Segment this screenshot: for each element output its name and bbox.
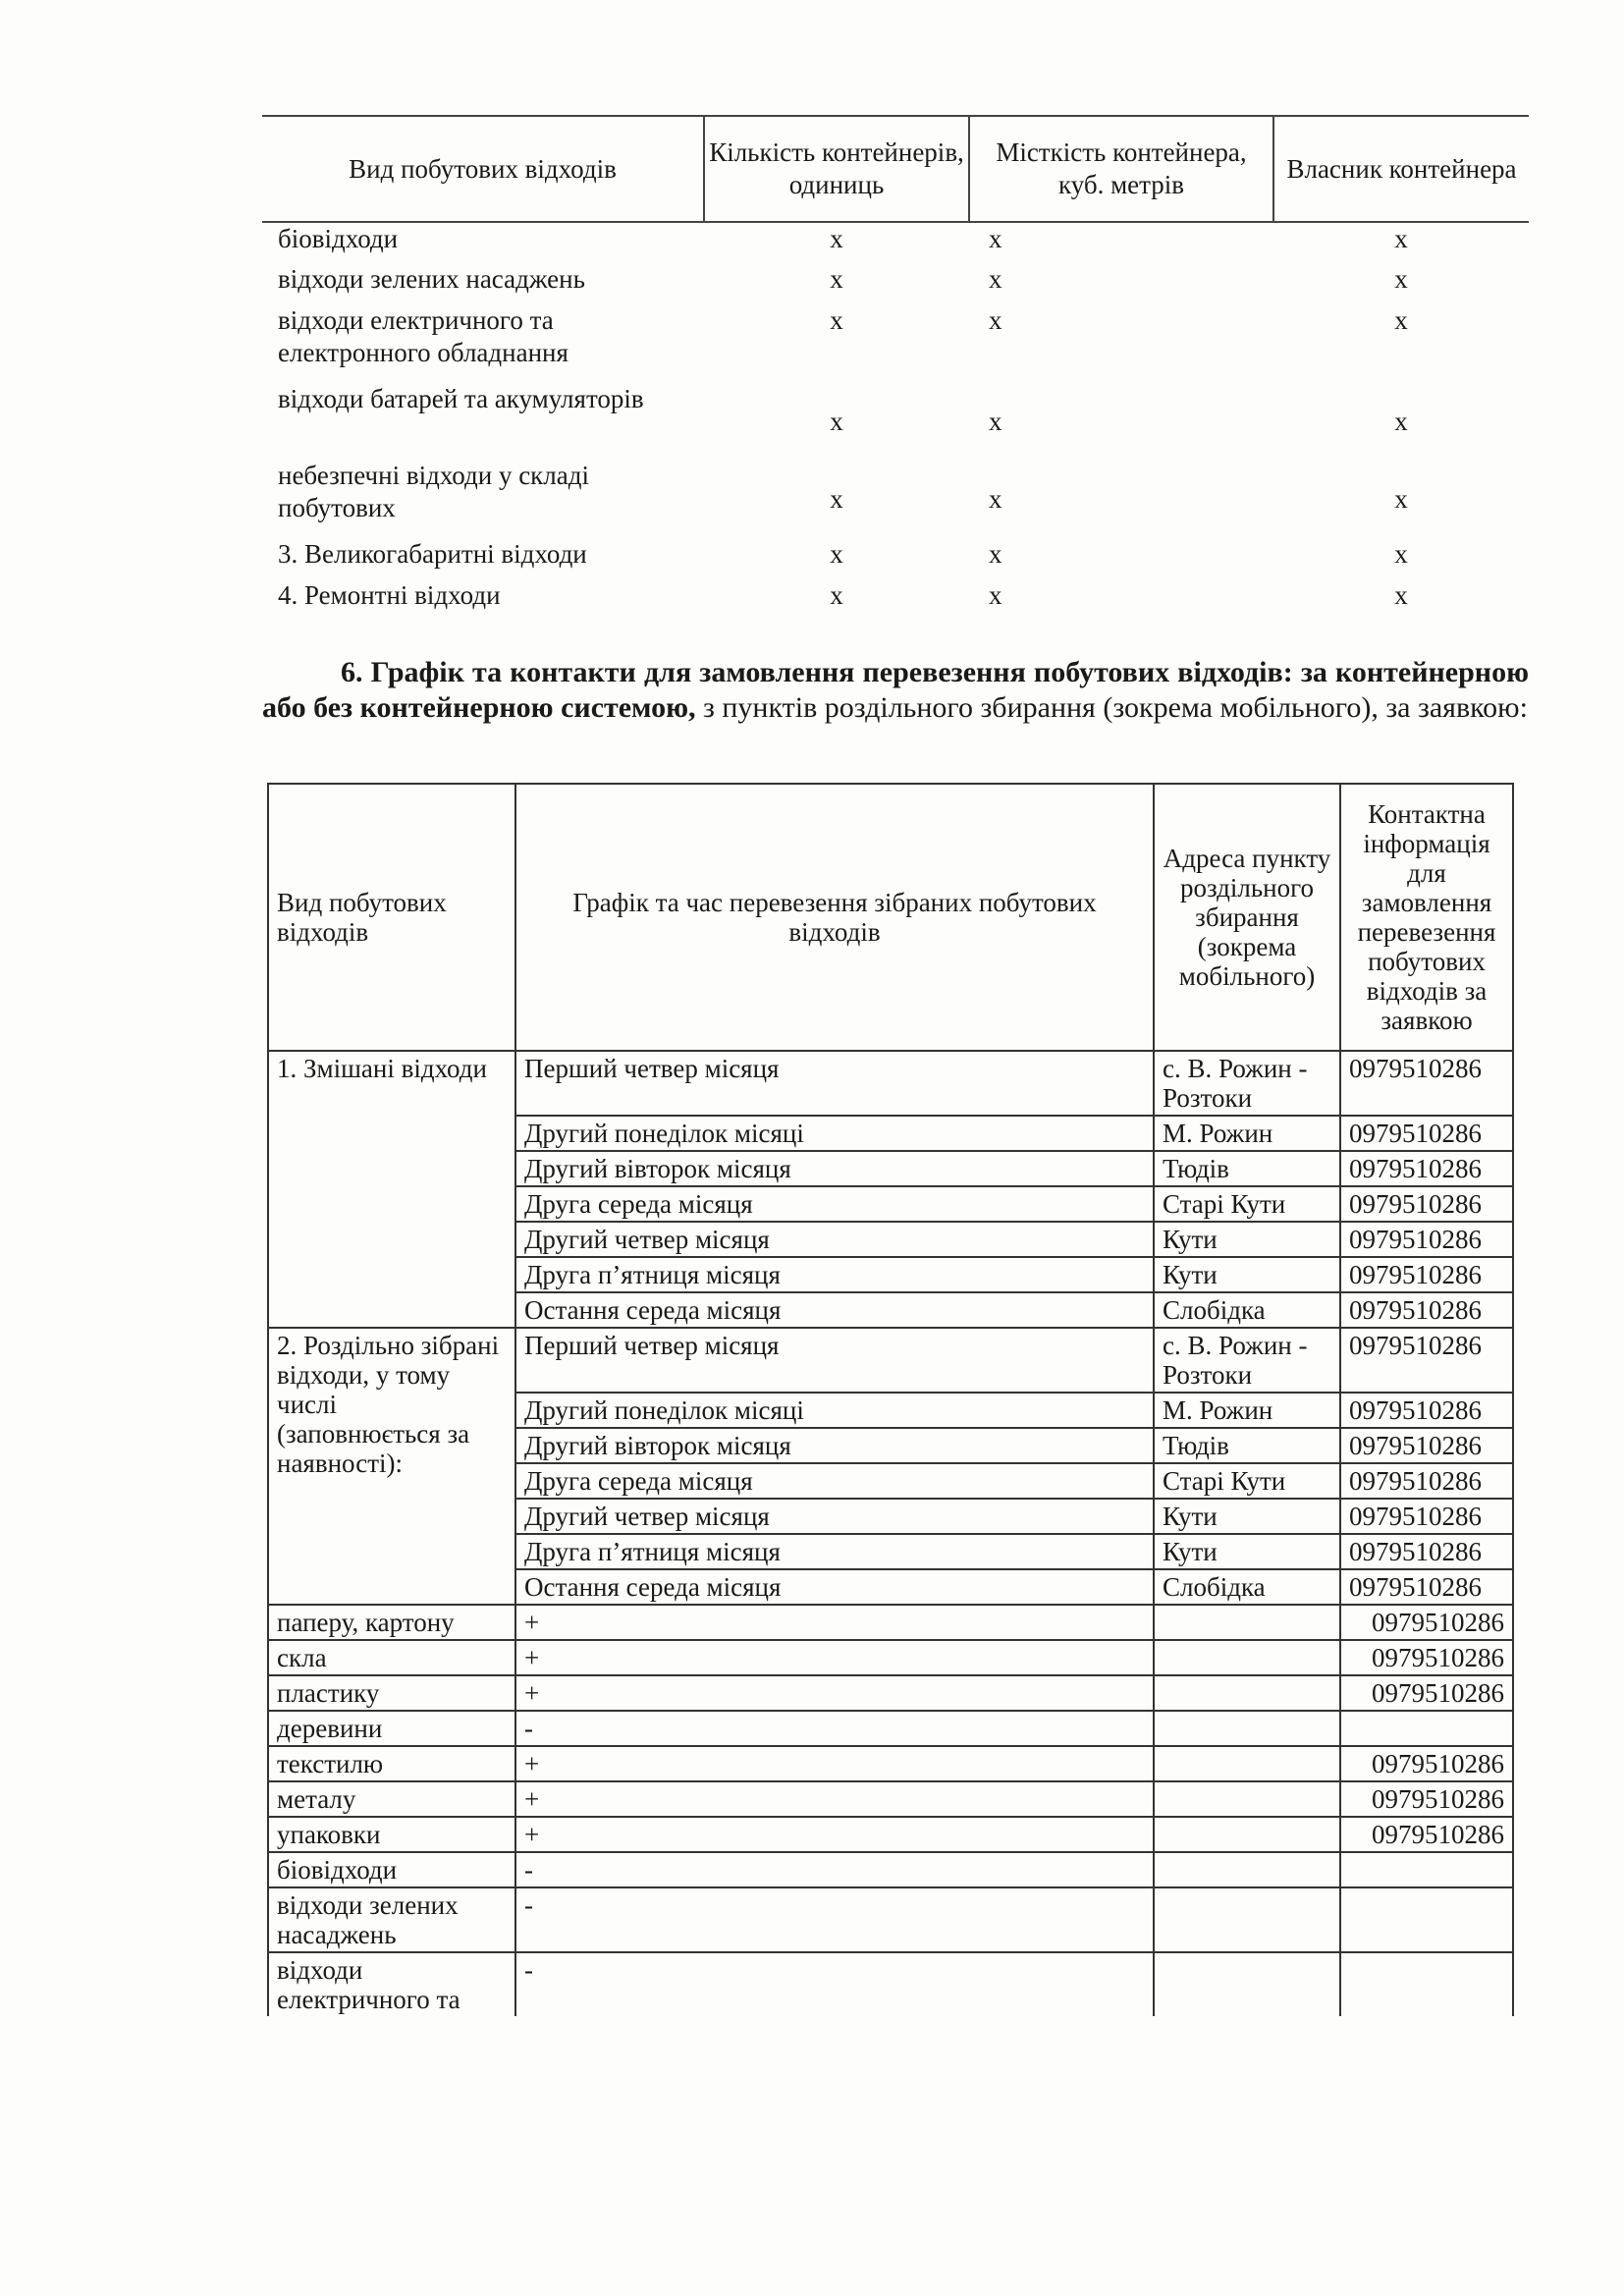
waste-type-cell: 4. Ремонтні відходи <box>278 580 501 610</box>
schedule-cell: Другий четвер місяця <box>515 1499 1154 1534</box>
waste-item-cell: паперу, картону <box>268 1605 515 1640</box>
availability-cell: + <box>515 1746 1154 1781</box>
section-6-heading <box>262 655 1529 726</box>
capacity-cell: х <box>989 580 1002 610</box>
section-6-text: з пунктів роздільного збирання (зокрема мобільного), за заявкою: <box>695 691 1528 724</box>
container-table <box>262 115 1529 621</box>
table-row <box>268 1887 1513 1952</box>
address-cell: Старі Кути <box>1154 1186 1340 1222</box>
address-cell: Кути <box>1154 1499 1340 1534</box>
phone-cell: 0979510286 <box>1340 1746 1513 1781</box>
address-cell <box>1154 1817 1340 1852</box>
capacity-cell: х <box>989 483 1002 514</box>
table-row <box>268 1051 1513 1116</box>
schedule-cell: Перший четвер місяця <box>515 1051 1154 1116</box>
capacity-cell: х <box>989 406 1002 436</box>
phone-cell: 0979510286 <box>1340 1605 1513 1640</box>
availability-cell: + <box>515 1605 1154 1640</box>
owner-cell: х <box>1394 539 1408 569</box>
waste-item-cell: упаковки <box>268 1817 515 1852</box>
address-cell <box>1154 1887 1340 1952</box>
address-cell <box>1154 1781 1340 1817</box>
address-cell <box>1154 1640 1340 1675</box>
address-cell: Слобідка <box>1154 1292 1340 1328</box>
waste-item-cell: деревини <box>268 1711 515 1746</box>
waste-item-cell: текстилю <box>268 1746 515 1781</box>
address-cell <box>1154 1952 1340 2016</box>
header-contact: Контактна інформація для замовлення перевезення побутових відходів за заявкою <box>1340 784 1513 1051</box>
section-6-bold-text: 6. Графік та контакти для замовлення перевезення побутових відходів: за контейнерною або без контейнерною системою, <box>262 656 1529 724</box>
schedule-cell: Остання середа місяця <box>515 1292 1154 1328</box>
waste-type-cell: 3. Великогабаритні відходи <box>278 539 587 569</box>
schedule-cell: Другий понеділок місяці <box>515 1116 1154 1151</box>
address-cell <box>1154 1746 1340 1781</box>
address-cell <box>1154 1605 1340 1640</box>
phone-cell <box>1340 1852 1513 1887</box>
table-row <box>262 579 1529 621</box>
address-cell: М. Рожин <box>1154 1393 1340 1428</box>
header-waste-type: Вид побутових відходів <box>268 784 515 1051</box>
phone-cell: 0979510286 <box>1340 1675 1513 1711</box>
phone-cell: 0979510286 <box>1340 1393 1513 1428</box>
waste-item-cell: біовідходи <box>268 1852 515 1887</box>
availability-cell: - <box>515 1887 1154 1952</box>
table-row <box>268 1675 1513 1711</box>
table-row <box>262 538 1529 579</box>
schedule-cell: Друга середа місяця <box>515 1463 1154 1499</box>
phone-cell: 0979510286 <box>1340 1292 1513 1328</box>
address-cell: Тюдів <box>1154 1151 1340 1186</box>
phone-cell <box>1340 1887 1513 1952</box>
count-cell: х <box>830 580 843 610</box>
availability-cell: - <box>515 1852 1154 1887</box>
phone-cell: 0979510286 <box>1340 1116 1513 1151</box>
table-row <box>262 263 1529 304</box>
address-cell <box>1154 1711 1340 1746</box>
availability-cell: - <box>515 1711 1154 1746</box>
capacity-cell: х <box>989 305 1002 335</box>
schedule-cell: Другий четвер місяця <box>515 1222 1154 1257</box>
phone-cell: 0979510286 <box>1340 1463 1513 1499</box>
address-cell: Кути <box>1154 1222 1340 1257</box>
capacity-cell: х <box>989 224 1002 253</box>
schedule-cell: Друга п’ятниця місяця <box>515 1257 1154 1292</box>
count-cell: х <box>830 264 843 294</box>
waste-item-cell: металу <box>268 1781 515 1817</box>
schedule-cell: Другий понеділок місяці <box>515 1393 1154 1428</box>
owner-cell: х <box>1394 264 1408 294</box>
address-cell <box>1154 1852 1340 1887</box>
header-address: Адреса пункту роздільного збирання (зокрема мобільного) <box>1154 784 1340 1051</box>
address-cell: Тюдів <box>1154 1428 1340 1463</box>
phone-cell: 0979510286 <box>1340 1428 1513 1463</box>
waste-type-cell: відходи зелених насаджень <box>278 264 585 294</box>
table-row <box>268 1781 1513 1817</box>
waste-type-cell: біовідходи <box>278 224 399 253</box>
schedule-cell: Другий вівторок місяця <box>515 1151 1154 1186</box>
phone-cell <box>1340 1711 1513 1746</box>
header-container-count: Кількість контейнерів, одиниць <box>704 116 969 222</box>
owner-cell: х <box>1394 305 1408 335</box>
waste-type-cell: відходи батарей та акумуляторів <box>278 384 644 413</box>
phone-cell: 0979510286 <box>1340 1640 1513 1675</box>
address-cell: Кути <box>1154 1257 1340 1292</box>
owner-cell: х <box>1394 483 1408 514</box>
schedule-cell: Другий вівторок місяця <box>515 1428 1154 1463</box>
schedule-cell: Друга п’ятниця місяця <box>515 1534 1154 1569</box>
schedule-cell: Друга середа місяця <box>515 1186 1154 1222</box>
table-row <box>262 222 1529 263</box>
phone-cell: 0979510286 <box>1340 1186 1513 1222</box>
table-row <box>268 1640 1513 1675</box>
address-cell <box>1154 1675 1340 1711</box>
schedule-cell: Остання середа місяця <box>515 1569 1154 1605</box>
group-label-mixed: 1. Змішані відходи <box>268 1051 515 1328</box>
phone-cell: 0979510286 <box>1340 1499 1513 1534</box>
phone-cell: 0979510286 <box>1340 1051 1513 1116</box>
address-cell: с. В. Рожин - Розтоки <box>1154 1328 1340 1393</box>
address-cell: Кути <box>1154 1534 1340 1569</box>
table-row <box>268 1817 1513 1852</box>
phone-cell: 0979510286 <box>1340 1817 1513 1852</box>
header-container-owner: Власник контейнера <box>1273 116 1529 222</box>
count-cell: х <box>830 305 843 335</box>
waste-item-cell: відходи електричного та <box>268 1952 515 2016</box>
waste-item-cell: пластику <box>268 1675 515 1711</box>
phone-cell: 0979510286 <box>1340 1534 1513 1569</box>
phone-cell <box>1340 1952 1513 2016</box>
count-cell: х <box>830 224 843 253</box>
availability-cell: - <box>515 1952 1154 2016</box>
container-table-header <box>262 116 1529 222</box>
availability-cell: + <box>515 1640 1154 1675</box>
schedule-table <box>267 783 1514 2016</box>
waste-item-cell: скла <box>268 1640 515 1675</box>
address-cell: Слобідка <box>1154 1569 1340 1605</box>
capacity-cell: х <box>989 264 1002 294</box>
owner-cell: х <box>1394 580 1408 610</box>
phone-cell: 0979510286 <box>1340 1328 1513 1393</box>
table-row <box>262 383 1529 460</box>
table-row <box>262 304 1529 383</box>
header-container-capacity: Місткість контейнера, куб. метрів <box>969 116 1273 222</box>
capacity-cell: х <box>989 539 1002 569</box>
address-cell: Старі Кути <box>1154 1463 1340 1499</box>
table-row <box>262 460 1529 538</box>
schedule-table-header <box>268 784 1513 1051</box>
table-row <box>268 1605 1513 1640</box>
owner-cell: х <box>1394 406 1408 436</box>
header-schedule: Графік та час перевезення зібраних побутових відходів <box>515 784 1154 1051</box>
address-cell: с. В. Рожин - Розтоки <box>1154 1051 1340 1116</box>
table-row <box>268 1328 1513 1393</box>
owner-cell: х <box>1394 224 1408 253</box>
schedule-cell: Перший четвер місяця <box>515 1328 1154 1393</box>
waste-item-cell: відходи зелених насаджень <box>268 1887 515 1952</box>
availability-cell: + <box>515 1781 1154 1817</box>
availability-cell: + <box>515 1675 1154 1711</box>
phone-cell: 0979510286 <box>1340 1569 1513 1605</box>
availability-cell: + <box>515 1817 1154 1852</box>
waste-type-cell: відходи електричного та електронного обладнання <box>278 305 568 367</box>
table-row <box>268 1852 1513 1887</box>
header-waste-type: Вид побутових відходів <box>262 116 704 222</box>
count-cell: х <box>830 406 843 436</box>
phone-cell: 0979510286 <box>1340 1257 1513 1292</box>
table-row <box>268 1711 1513 1746</box>
count-cell: х <box>830 539 843 569</box>
address-cell: М. Рожин <box>1154 1116 1340 1151</box>
phone-cell: 0979510286 <box>1340 1222 1513 1257</box>
phone-cell: 0979510286 <box>1340 1151 1513 1186</box>
phone-cell: 0979510286 <box>1340 1781 1513 1817</box>
waste-type-cell: небезпечні відходи у складі побутових <box>278 461 589 522</box>
group-label-separate: 2. Роздільно зібрані відходи, у тому числі (заповнюється за наявності): <box>268 1328 515 1605</box>
count-cell: х <box>830 483 843 514</box>
table-row <box>268 1952 1513 2016</box>
table-row <box>268 1746 1513 1781</box>
